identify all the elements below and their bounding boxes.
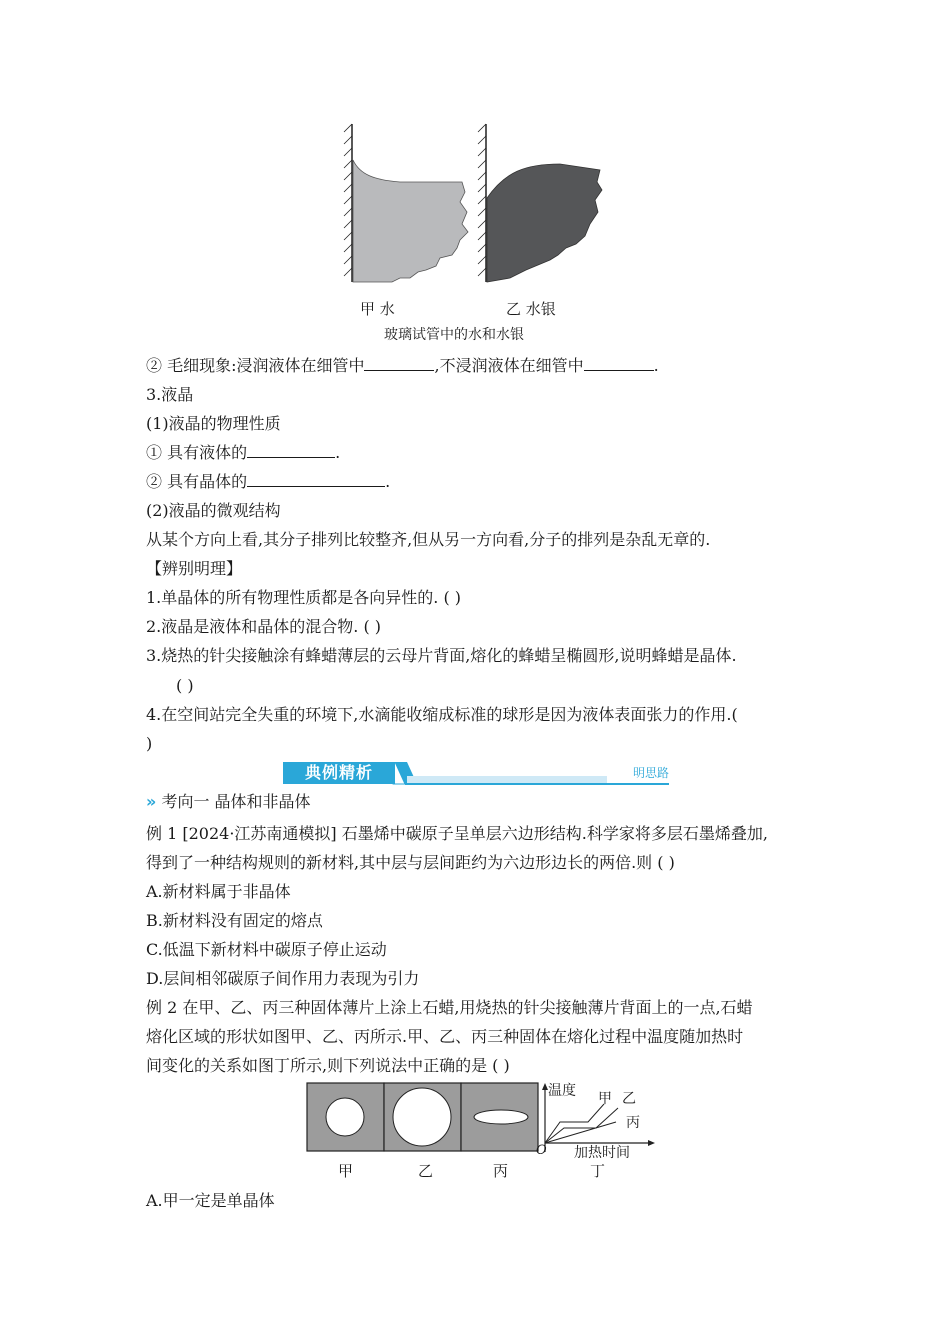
melt-ellipse-bing (474, 1110, 528, 1124)
plate-label-yi: 乙 (418, 1162, 434, 1180)
blank-nonwetting[interactable] (584, 356, 654, 371)
capillary-mid-text: ,不浸润液体在细管中 (434, 356, 584, 375)
graph-x-label: 加热时间 (574, 1145, 630, 1161)
example1-option-d: D.层间相邻碳原子间作用力表现为引力 (146, 969, 420, 988)
judge-item-2: 2.液晶是液体和晶体的混合物. ( ) (146, 617, 382, 636)
example1-option-a: A.新材料属于非晶体 (146, 882, 291, 901)
example2-line3: 间变化的关系如图丁所示,则下列说法中正确的是 ( ) (146, 1056, 510, 1075)
tube-label-water: 甲 水 (360, 300, 395, 318)
direction-heading (146, 792, 311, 812)
capillary-text: ② 毛细现象:浸润液体在细管中 (146, 356, 365, 375)
judge-item-4: 4.在空间站完全失重的环境下,水滴能收缩成标准的球形是因为液体表面张力的作用.( (146, 705, 738, 724)
curve-yi (545, 1108, 618, 1143)
double-chevron-icon: » (146, 792, 157, 811)
graph-curve-label-jia: 甲 (598, 1091, 612, 1107)
section-banner (283, 762, 669, 786)
water-body (353, 160, 468, 282)
banner-title: 典例精析 (283, 762, 395, 784)
lc-prop2-text: ② 具有晶体的 (146, 472, 248, 491)
direction-text: 考向一 晶体和非晶体 (161, 792, 311, 811)
example1-option-b: B.新材料没有固定的熔点 (146, 911, 323, 930)
capillary-line (146, 356, 659, 376)
lc-prop2-line (146, 472, 390, 492)
melt-circle-yi (393, 1088, 451, 1146)
banner-subtitle: 明思路 (632, 766, 669, 780)
x-axis-arrow-icon (648, 1140, 655, 1146)
example2-option-a: A.甲一定是单晶体 (146, 1191, 275, 1210)
judge-item-1: 1.单晶体的所有物理性质都是各向异性的. ( ) (146, 588, 462, 607)
judge-item-3: 3.烧热的针尖接触涂有蜂蜡薄层的云母片背面,熔化的蜂蜡呈椭圆形,说明蜂蜡是晶体. (146, 646, 737, 665)
curve-bing (545, 1122, 616, 1143)
lc-title: 3.液晶 (146, 385, 194, 404)
tube-figure-caption: 玻璃试管中的水和水银 (384, 327, 524, 343)
plate-label-bing: 丙 (493, 1162, 509, 1180)
judge-item-3-paren: ( ) (176, 676, 194, 695)
plate-label-jia: 甲 (338, 1162, 354, 1180)
tube-label-mercury: 乙 水银 (506, 300, 556, 318)
graph-curve-label-yi: 乙 (622, 1091, 636, 1107)
graph-curve-label-bing: 丙 (626, 1115, 640, 1131)
lc-micro-heading: (2)液晶的微观结构 (146, 501, 281, 520)
capillary-end: . (653, 356, 659, 375)
lc-prop2-end: . (385, 472, 391, 491)
judge-title: 【辨别明理】 (146, 559, 243, 578)
example2-line2: 熔化区域的形状如图甲、乙、丙所示.甲、乙、丙三种固体在熔化过程中温度随加热时 (146, 1027, 744, 1046)
example1-line2: 得到了一种结构规则的新材料,其中层与层间距约为六边形边长的两倍.则 ( ) (146, 853, 675, 872)
tube-figure (340, 120, 620, 300)
example2-line1: 例 2 在甲、乙、丙三种固体薄片上涂上石蜡,用烧热的针尖接触薄片背面上的一点,石蜡 (146, 998, 753, 1017)
lc-micro-text: 从某个方向上看,其分子排列比较整齐,但从另一方向看,分子的排列是杂乱无章的. (146, 530, 711, 549)
blank-crystal-property[interactable] (247, 472, 385, 487)
mercury-body (487, 164, 602, 282)
blank-wetting[interactable] (364, 356, 434, 371)
graph-label-ding: 丁 (590, 1162, 606, 1180)
graph-origin-label: O (536, 1143, 547, 1158)
blank-liquid-property[interactable] (247, 443, 335, 458)
curve-jia (545, 1104, 604, 1143)
lc-prop1-line (146, 443, 340, 463)
lc-prop1-end: . (335, 443, 341, 462)
lc-prop1-text: ① 具有液体的 (146, 443, 248, 462)
melt-circle-jia (326, 1098, 364, 1136)
example1-line1: 例 1 [2024·江苏南通模拟] 石墨烯中碳原子呈单层六边形结构.科学家将多层石墨烯叠加, (146, 824, 768, 843)
judge-item-4-paren: ) (146, 734, 153, 753)
graph-y-label: 温度 (548, 1083, 576, 1099)
lc-props-heading: (1)液晶的物理性质 (146, 414, 281, 433)
example1-option-c: C.低温下新材料中碳原子停止运动 (146, 940, 387, 959)
